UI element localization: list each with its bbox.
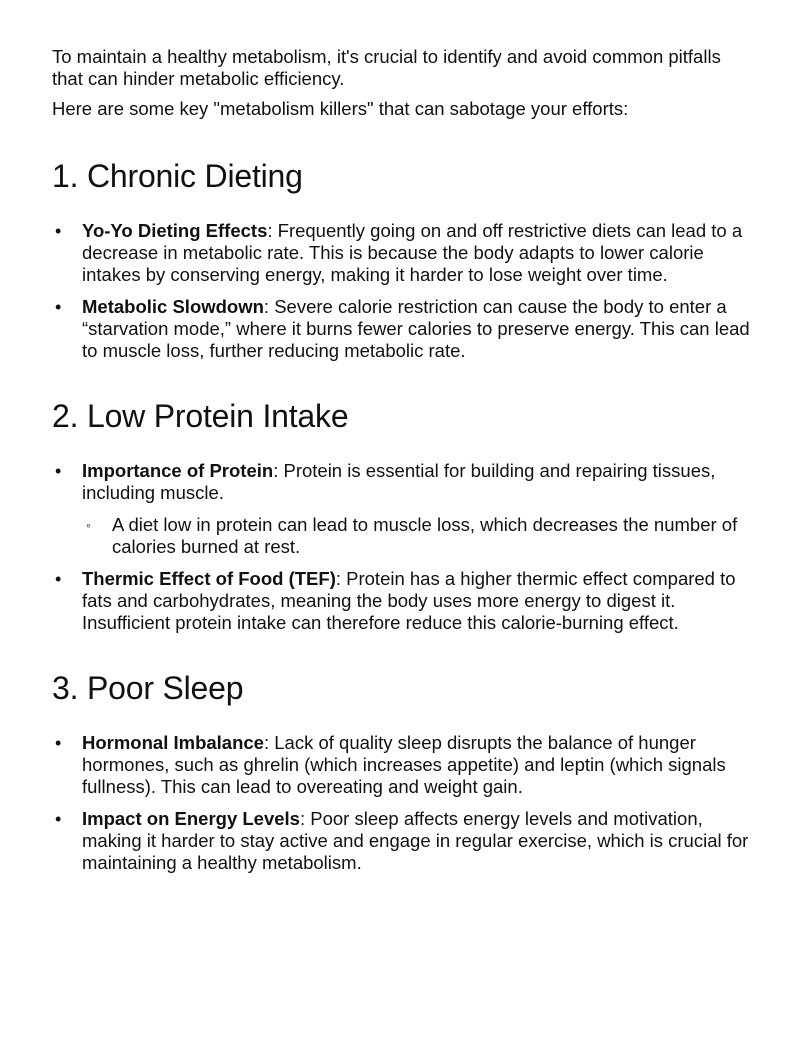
list-item bbox=[52, 732, 752, 798]
item-text: : Lack of quality sleep disrupts the balance of hunger hormones, such as ghrelin (which increases appetite) and leptin (which signals fullness). This can lead to overeating and weight gain. bbox=[82, 732, 726, 797]
list-item bbox=[52, 460, 752, 558]
bullet-icon: • bbox=[55, 809, 62, 829]
item-term: Yo-Yo Dieting Effects bbox=[82, 220, 268, 241]
bullet-icon: • bbox=[55, 569, 62, 589]
sub-item-text: A diet low in protein can lead to muscle loss, which decreases the number of calories burned at rest. bbox=[112, 514, 738, 557]
bullet-list bbox=[52, 732, 752, 874]
list-item bbox=[52, 296, 752, 362]
bullet-icon: • bbox=[55, 221, 62, 241]
item-term: Hormonal Imbalance bbox=[82, 732, 264, 753]
sub-bullet-icon: ◦ bbox=[86, 517, 91, 533]
item-text: : Protein is essential for building and repairing tissues, including muscle. bbox=[82, 460, 716, 503]
list-item bbox=[52, 568, 752, 634]
intro-paragraph: Here are some key "metabolism killers" that can sabotage your efforts: bbox=[52, 98, 629, 119]
intro-paragraph: To maintain a healthy metabolism, it's crucial to identify and avoid common pitfalls that can hinder metabolic efficiency. bbox=[52, 46, 721, 89]
intro bbox=[52, 46, 752, 120]
item-text: : Frequently going on and off restrictive diets can lead to a decrease in metabolic rate. This is because the body adapts to lower calorie intakes by conserving energy, making it harder to lose weight over time. bbox=[82, 220, 743, 285]
sub-bullet-list bbox=[82, 514, 752, 558]
item-text: : Severe calorie restriction can cause the body to enter a “starvation mode,” where it burns fewer calories to preserve energy. This can lead to muscle loss, further reducing metabolic rate. bbox=[82, 296, 750, 361]
section-heading: 1. Chronic Dieting bbox=[52, 158, 303, 194]
item-term: Importance of Protein bbox=[82, 460, 274, 481]
item-text: : Protein has a higher thermic effect compared to fats and carbohydrates, meaning the body uses more energy to digest it. Insufficient protein intake can therefore reduce this calorie-burning effect. bbox=[82, 568, 736, 633]
sub-list-item bbox=[82, 514, 752, 558]
section-heading: 3. Poor Sleep bbox=[52, 670, 244, 706]
bullet-list bbox=[52, 460, 752, 634]
item-text: : Poor sleep affects energy levels and motivation, making it harder to stay active and engage in regular exercise, which is crucial for maintaining a healthy metabolism. bbox=[82, 808, 749, 873]
list-item bbox=[52, 220, 752, 286]
document-page bbox=[52, 46, 752, 884]
list-item bbox=[52, 808, 752, 874]
item-term: Thermic Effect of Food (TEF) bbox=[82, 568, 336, 589]
bullet-icon: • bbox=[55, 733, 62, 753]
item-term: Metabolic Slowdown bbox=[82, 296, 264, 317]
item-term: Impact on Energy Levels bbox=[82, 808, 300, 829]
section-heading: 2. Low Protein Intake bbox=[52, 398, 349, 434]
bullet-icon: • bbox=[55, 297, 62, 317]
bullet-icon: • bbox=[55, 461, 62, 481]
bullet-list bbox=[52, 220, 752, 362]
